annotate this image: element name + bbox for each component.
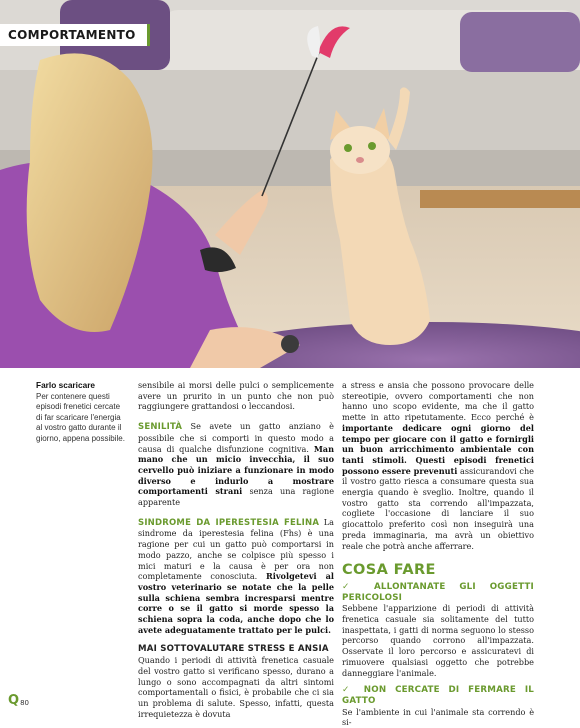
sidebar-title: Farlo scaricare [36, 380, 96, 390]
subheading-stress: MAI SOTTOVALUTARE STRESS E ANSIA [138, 644, 329, 655]
subheading-sindrome: SINDROME DA IPERESTESIA FELINA [138, 517, 320, 528]
sidebar-text: Per contenere questi episodi frenetici cercate di far scaricare l'energia al vostro gatto durante il giorno, appena possibile. [36, 391, 125, 443]
heading-cosa-fare: COSA FARE [342, 562, 436, 579]
col2-bold: importante dedicare ogni giorno del tempo per giocare con il gatto e fornirgli un buon arricchimento ambientale con tanti stimoli. Questi episodi frenetici possono essere prevenuti [342, 422, 534, 476]
paragraph-allontanate: Sebbene l'apparizione di periodi di attività frenetica casuale sia solitamente del tutto inaspettata, i gatti di norma seguono lo stesso percorso quando corrono all'impazzata. Osservate il loro percorso e assicuratevi di rimuovere qualsiasi oggetto che potrebbe danneggiare l'animale. [342, 603, 534, 678]
senilita-text-1: Se avete un gatto anziano è possibile che si comporti in questo modo a causa di qualche disfunzione cognitiva. [138, 421, 334, 454]
paragraph-sindrome [138, 517, 334, 636]
paragraph-intro: sensibile ai morsi delle pulci o semplicemente avere un prurito in un punto che non può raggiungere grattandosi o leccandosi. [138, 380, 334, 412]
paragraph-non-cercate: Se l'ambiente in cui l'animale sta correndo è si- [342, 706, 534, 728]
page-footer [8, 694, 29, 707]
col2-text-c: assicurandovi che il vostro gatto riesca a consumare questa sua energia quando è sveglio. Inoltre, quando il vostro gatto sta correndo all'impazzata, cogliete l'occasione di lanciare il suo giocattolo preferito così non inseguirà una preda immaginaria, ma avrà un obiettivo reale che potrà anche afferrare. [342, 465, 534, 551]
stress-text: Quando i periodi di attività frenetica casuale del vostro gatto si verificano spesso, durano a lungo o sono accompagnati da altri sintomi comportamentali o fisici, è probabile che ci sia un problema di salute. Spesso, infatti, questa irrequietezza è dovuta [138, 655, 334, 719]
senilita-text-2: senza una ragione apparente [138, 486, 334, 508]
page-number: 80 [20, 699, 29, 707]
article-column-1 [138, 380, 334, 719]
sindrome-text-1: La sindrome da iperestesia felina (Fhs) è una ragione per cui un gatto può comportarsi in modo pazzo, anche se colpisce più spesso i mici maturi e la causa è per ora non completamente conosciuta. [138, 516, 334, 582]
subheading-allontanate: ✓ ALLONTANATE GLI OGGETTI PERICOLOSI [342, 581, 534, 603]
senilita-bold: Man mano che un micio invecchia, il suo cervello può iniziare a funzionare in modo diverso e indurlo a mostrare comportamenti strani [138, 443, 334, 497]
subheading-non-cercate: ✓ NON CERCATE DI FERMARE IL GATTO [342, 685, 534, 706]
sidebar-box [36, 380, 128, 445]
paragraph-stress-continued [342, 380, 534, 551]
sindrome-bold: Rivolgetevi al vostro veterinario se notate che la pelle sulla schiena sembra incresparsi mentre corre o se il gatto si morde spesso la schiena sopra la coda, anche dopo che lo avete adeguatamente trattato per le pulci. [138, 571, 334, 635]
section-label: COMPORTAMENTO [0, 24, 150, 46]
paragraph-senilita [138, 421, 334, 508]
paragraph-stress [138, 644, 334, 719]
magazine-logo: Q [8, 693, 20, 708]
article-column-2 [342, 380, 534, 728]
col2-text-a: a stress e ansia che possono provocare delle stereotipie, ovvero comportamenti che non hanno uno scopo evidente, ma che il gatto mette in atto ripetutamente. Ecco perché è [342, 380, 534, 423]
subheading-senilita: SENILITÀ [138, 422, 183, 433]
